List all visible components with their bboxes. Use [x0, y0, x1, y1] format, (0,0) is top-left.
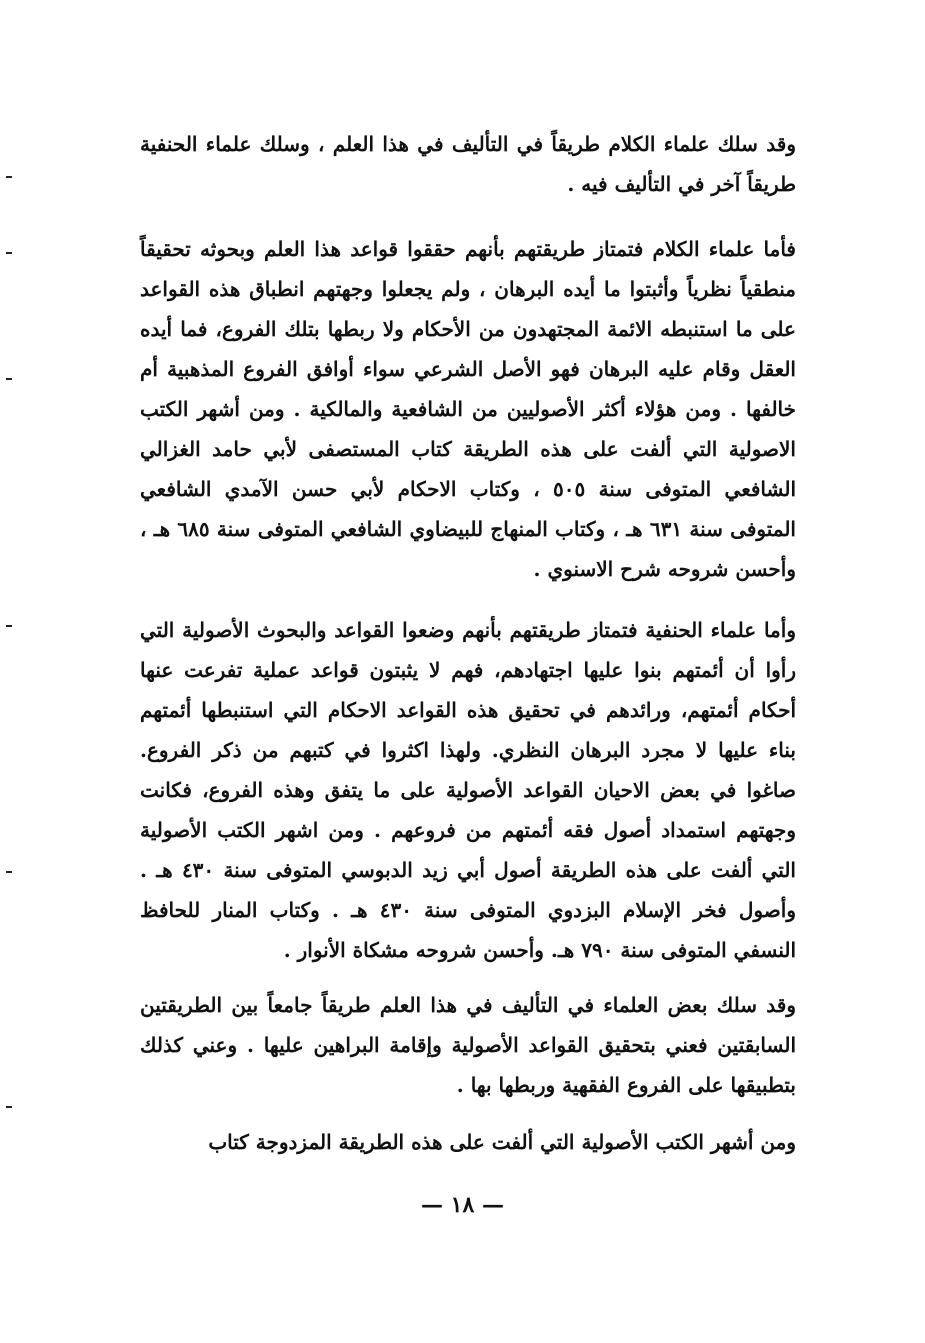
scan-edge-mark: [6, 252, 12, 254]
paragraph-text: وقد سلك علماء الكلام طريقاً في التأليف في هذا العلم ، وسلك علماء الحنفية طريقاً آخر في التأليف فيه .: [140, 132, 796, 196]
scan-edge-mark: [6, 378, 12, 380]
paragraph-4: [140, 985, 796, 1105]
scan-edge-mark: [6, 871, 12, 873]
scan-edge-mark: [6, 625, 12, 627]
paragraph-5: [140, 1122, 796, 1162]
page-number: — ١٨ —: [421, 1192, 504, 1218]
paragraph-1: [140, 124, 796, 204]
paragraph-3: [140, 610, 796, 970]
paragraph-text: فأما علماء الكلام فتمتاز طريقتهم بأنهم حققوا قواعد هذا العلم وبحوثه تحقيقاً منطقياً نظرياً وأثبتوا ما أيده البرهان ، ولم يجعلوا وجهتهم انطباق هذه القواعد على ما استنبطه الائمة المجتهدون من الأحكام ولا ربطها بتلك الفروع، فما أيده العقل وقام عليه البرهان فهو الأصل الشرعي سواء أوافق الفروع المذهبية أم خالفها . ومن هؤلاء أكثر الأصوليين من الشافعية والمالكية . ومن أشهر الكتب الاصولية التي ألفت على هذه الطريقة كتاب المستصفى لأبي حامد الغزالي الشافعي المتوفى سنة ٥٠٥ ، وكتاب الاحكام لأبي حسن الآمدي الشافعي المتوفى سنة ٦٣١ هـ ، وكتاب المنهاج للبيضاوي الشافعي المتوفى سنة ٦٨٥ هـ ، وأحسن شروحه شرح الاسنوي .: [140, 237, 797, 581]
paragraph-text: وقد سلك بعض العلماء في التأليف في هذا العلم طريقاً جامعاً بين الطريقتين السابقتين فعني بتحقيق القواعد الأصولية وإقامة البراهين عليها . وعني كذلك بتطبيقها على الفروع الفقهية وربطها بها .: [140, 993, 796, 1097]
scan-edge-mark: [6, 1106, 12, 1108]
scan-edge-mark: [6, 176, 12, 178]
paragraph-text: ومن أشهر الكتب الأصولية التي ألفت على هذه الطريقة المزدوجة كتاب: [208, 1130, 796, 1154]
paragraph-2: [140, 229, 796, 589]
paragraph-text: وأما علماء الحنفية فتمتاز طريقتهم بأنهم وضعوا القواعد والبحوث الأصولية التي رأوا أن أئمتهم بنوا عليها اجتهادهم، فهم لا يثبتون قواعد عملية تفرعت عنها أحكام أئمتهم، ورائدهم في تحقيق هذه القواعد الاحكام التي استنبطها أئمتهم بناء عليها لا مجرد البرهان النظري. ولهذا اكثروا في كتبهم من ذكر الفروع. صاغوا في بعض الاحيان القواعد الأصولية على ما يتفق وهذه الفروع، فكانت وجهتهم استمداد أصول فقه أئمتهم من فروعهم . ومن اشهر الكتب الأصولية التي ألفت على هذه الطريقة أصول أبي زيد الدبوسي المتوفى سنة ٤٣٠ هـ . وأصول فخر الإسلام البزدوي المتوفى سنة ٤٣٠ هـ . وكتاب المنار للحافظ النسفي المتوفى سنة ٧٩٠ هـ. وأحسن شروحه مشكاة الأنوار .: [140, 618, 797, 962]
